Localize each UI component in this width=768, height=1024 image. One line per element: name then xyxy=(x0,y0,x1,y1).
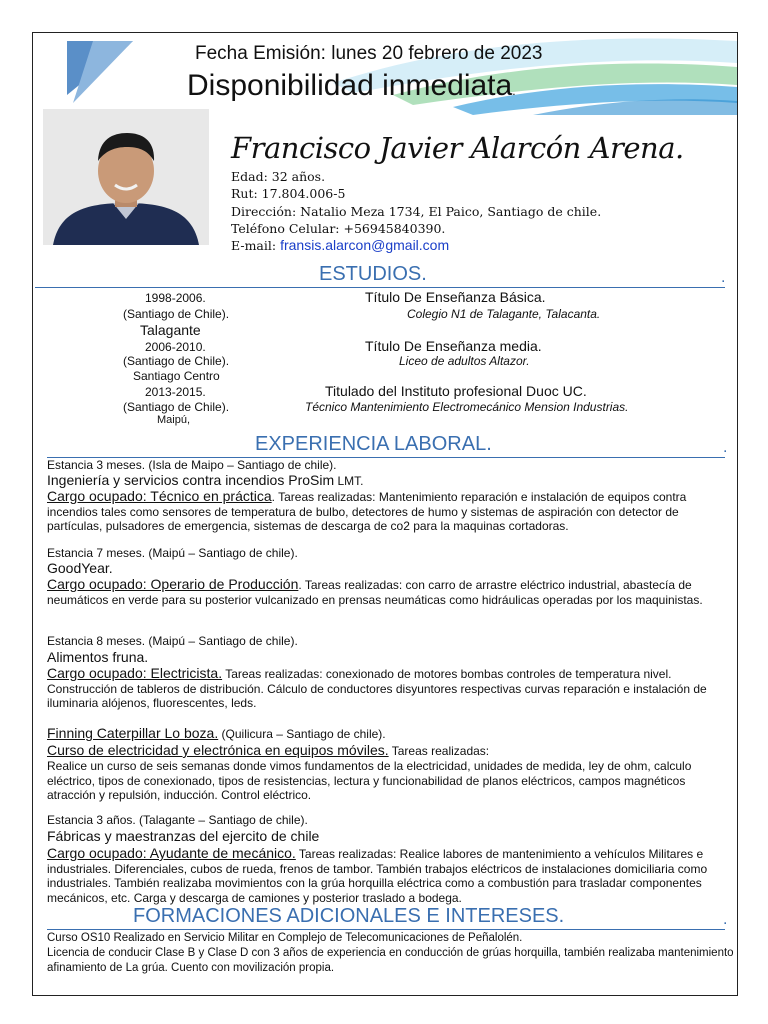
formaciones-title: FORMACIONES ADICIONALES E INTERESES. xyxy=(133,905,565,927)
job-5-empresa: Fábricas y maestranzas del ejercito de chile xyxy=(47,828,320,844)
formaciones-divider xyxy=(47,929,725,930)
job-4-empresa: Finning Caterpillar Lo boza. xyxy=(47,725,219,741)
job-4-cargo: Curso de electricidad y electrónica en equipos móviles. xyxy=(47,742,389,758)
estudio-2-place: (Santiago de Chile). xyxy=(123,354,230,368)
job-1-duracion: Estancia 3 meses. (Isla de Maipo – Santiago de chile). xyxy=(47,458,337,472)
job-4-empresa-row: Finning Caterpillar Lo boza. (Quilicura – Santiago de chile). xyxy=(47,725,386,741)
job-2-descripcion: Cargo ocupado: Operario de Producción. Tareas realizadas: con carro de arrastre eléctrico industrial, abastecía de neumáticos en verde para su posterior vulcanizado en prensas neumáticas como hidráulicas operadas por los maquinistas. xyxy=(47,576,703,607)
estudio-1-institucion: Colegio N1 de Talagante, Talacanta. xyxy=(407,307,601,321)
estudio-1-years: 1998-2006. xyxy=(145,291,206,305)
rut: Rut: 17.804.006-5 xyxy=(231,186,346,201)
fecha-emision: Fecha Emisión: lunes 20 febrero de 2023 xyxy=(195,43,543,64)
estudio-1-titulo: Título De Enseñanza Básica. xyxy=(365,289,546,305)
email-row: E-mail: fransis.alarcon@gmail.com xyxy=(231,237,450,253)
formacion-1: Curso OS10 Realizado en Servicio Militar en Complejo de Telecomunicaciones de Peñalolén. xyxy=(47,932,523,944)
disponibilidad-heading: Disponibilidad inmediata. xyxy=(187,69,516,102)
estudio-3-place: (Santiago de Chile). xyxy=(123,400,230,414)
person-photo-icon xyxy=(43,109,209,245)
formacion-2: Licencia de conducir Clase B y Clase D con 3 años de experiencia en conducción de grúas horquilla, también realizaba mantenimiento afinamiento de La grúa. Cuento con movilización propia. xyxy=(47,947,734,974)
job-3-duracion: Estancia 8 meses. (Maipú – Santiago de chile). xyxy=(47,634,298,648)
estudio-2-titulo: Título De Enseñanza media. xyxy=(365,338,542,354)
estudio-2-institucion: Liceo de adultos Altazor. xyxy=(399,354,530,368)
estudio-3-years: 2013-2015. xyxy=(145,385,206,399)
job-1-descripcion: Cargo ocupado: Técnico en práctica. Tareas realizadas: Mantenimiento reparación e instalación de equipos contra incendios tales como sensores de temperatura de bulbo, detectores de humo y sistemas de aspiración con detector de partículas, pulsadores de emergencia, sistemas de descarga de co2 para la maquinas cortadoras. xyxy=(47,488,687,533)
email-link[interactable]: fransis.alarcon@gmail.com xyxy=(280,237,450,253)
estudio-3-titulo: Titulado del Instituto profesional Duoc UC. xyxy=(325,383,587,399)
edad: Edad: 32 años. xyxy=(231,169,326,184)
job-4-descripcion: Realice un curso de seis semanas donde vimos fundamentos de la electricidad, unidades de medida, ley de ohm, calculo eléctrico, tipos de conexionado, tipos de resistencias, lectura y funcionabilidad de planos eléctricos, campos magnéticos atracción y repulsión, inducción. Control eléctrico. xyxy=(47,759,692,802)
job-5-descripcion: Cargo ocupado: Ayudante de mecánico. Tareas realizadas: Realice labores de mantenimiento a vehículos Militares e industriales. Diferenciales, cubos de rueda, frenos de tambor. También trabajos eléctricos de instalaciones domiciliaria como industriales. También realizaba movimientos con la grúa horquilla eléctrica como a combustión para trasladar componentes mecánicos, etc. Carga y descarga de camiones y posterior traslado a bodega. xyxy=(47,845,708,905)
job-5-cargo: Cargo ocupado: Ayudante de mecánico. xyxy=(47,845,296,861)
estudio-1-city: Talagante xyxy=(140,322,201,338)
job-2-cargo: Cargo ocupado: Operario de Producción xyxy=(47,576,299,592)
job-3-empresa: Alimentos fruna. xyxy=(47,649,149,665)
estudio-3-institucion: Técnico Mantenimiento Electromecánico Mension Industrias. xyxy=(305,400,629,414)
job-1-cargo: Cargo ocupado: Técnico en práctica xyxy=(47,488,272,504)
direccion: Dirección: Natalio Meza 1734, El Paico, Santiago de chile. xyxy=(231,204,602,219)
experiencia-dot: . xyxy=(723,439,728,456)
cv-page xyxy=(32,32,738,996)
experiencia-title: EXPERIENCIA LABORAL. xyxy=(255,433,492,455)
estudio-2-city: Santiago Centro xyxy=(133,369,220,383)
job-2-empresa: GoodYear. xyxy=(47,560,113,576)
estudio-3-city: Maipú, xyxy=(157,414,191,426)
job-1-empresa: Ingeniería y servicios contra incendios ProSim LMT. xyxy=(47,472,364,488)
estudios-divider xyxy=(35,287,725,288)
job-3-descripcion: Cargo ocupado: Electricista. Tareas realizadas: conexionado de motores bombas controles de temperatura nivel. Construcción de tableros de distribución. Cálculo de conductores disyuntores respectivas curvas reparación e instalación de iluminaria alójenos, fluorescentes, leds. xyxy=(47,665,707,710)
job-5-duracion: Estancia 3 años. (Talagante – Santiago de chile). xyxy=(47,813,308,827)
telefono: Teléfono Celular: +56945840390. xyxy=(231,221,446,236)
estudio-2-years: 2006-2010. xyxy=(145,340,206,354)
job-4-cargo-row: Curso de electricidad y electrónica en equipos móviles. Tareas realizadas: xyxy=(47,742,490,758)
job-3-cargo: Cargo ocupado: Electricista. xyxy=(47,665,223,681)
estudio-1-place: (Santiago de Chile). xyxy=(123,307,230,321)
job-2-duracion: Estancia 7 meses. (Maipú – Santiago de chile). xyxy=(47,546,298,560)
person-name: Francisco Javier Alarcón Arena. xyxy=(231,131,684,165)
estudios-title: ESTUDIOS. xyxy=(319,263,427,285)
estudios-dot: . xyxy=(721,269,726,286)
formaciones-dot: . xyxy=(723,911,728,928)
